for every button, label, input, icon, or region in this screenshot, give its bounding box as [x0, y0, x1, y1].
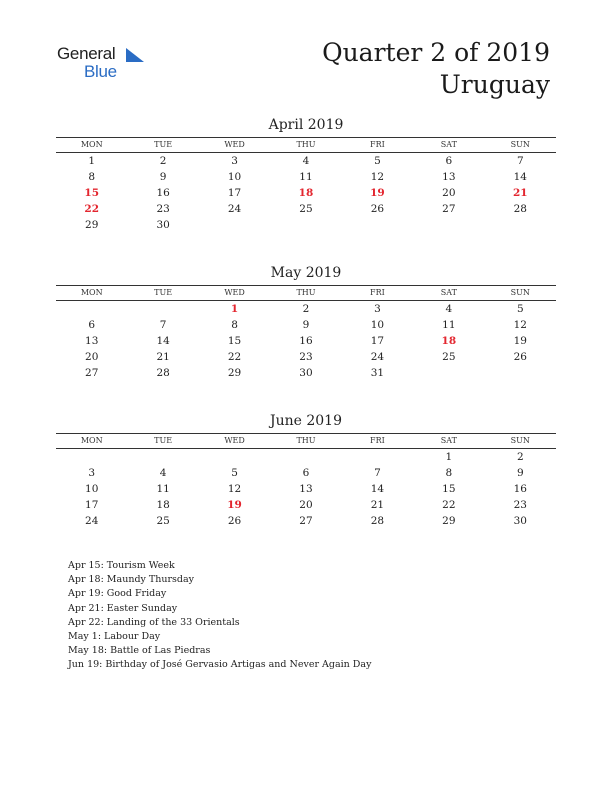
logo-triangle-icon [124, 46, 146, 64]
day-cell: 27 [85, 367, 99, 379]
weekday-label: FRI [370, 436, 385, 445]
empty-day-cell [342, 449, 413, 465]
day-cell: 3 [374, 303, 381, 315]
weekday-label: WED [224, 436, 245, 445]
holiday-notes [68, 559, 371, 673]
day-cell: 2 [302, 303, 310, 315]
month-title: May 2019 [270, 265, 342, 281]
week-row [56, 301, 556, 317]
week-row [56, 497, 556, 513]
day-cell: 20 [442, 187, 456, 199]
week-row [56, 217, 556, 233]
day-cell: 16 [513, 483, 527, 495]
day-cell: 4 [302, 155, 310, 167]
day-cell: 29 [442, 515, 456, 527]
day-cell: 13 [442, 171, 456, 183]
weekday-label: SAT [440, 436, 457, 445]
day-cell: 5 [516, 303, 524, 315]
month-weeks [56, 449, 556, 529]
day-cell: 13 [299, 483, 313, 495]
day-cell: 17 [370, 335, 385, 347]
day-cell: 16 [299, 335, 313, 347]
title-quarter: Quarter 2 of 2019 [322, 38, 550, 67]
day-cell: 25 [442, 351, 456, 363]
week-row [56, 449, 556, 465]
weekday-label: THU [296, 288, 316, 297]
day-cell: 12 [513, 319, 527, 331]
day-cell: 6 [445, 155, 453, 167]
day-cell: 22 [227, 351, 242, 363]
day-cell: 1 [230, 303, 239, 315]
day-cell: 24 [227, 203, 242, 215]
day-cell: 23 [299, 351, 313, 363]
empty-day-cell [270, 217, 341, 233]
day-cell: 29 [227, 367, 242, 379]
weekday-label: TUE [154, 288, 173, 297]
week-row [56, 185, 556, 201]
day-cell: 5 [374, 155, 381, 167]
day-cell: 28 [156, 367, 170, 379]
day-cell: 9 [159, 171, 167, 183]
day-cell: 15 [84, 187, 100, 199]
day-cell: 16 [156, 187, 170, 199]
weekday-label: TUE [154, 140, 173, 149]
day-cell: 11 [442, 319, 456, 331]
holiday-note: Apr 15: Tourism Week [68, 560, 175, 571]
month-title: April 2019 [268, 117, 344, 133]
day-cell: 8 [88, 171, 96, 183]
day-cell: 22 [84, 203, 100, 215]
day-cell: 10 [370, 319, 385, 331]
week-row [56, 333, 556, 349]
day-cell: 26 [370, 203, 385, 215]
day-cell: 19 [370, 187, 385, 199]
day-cell: 5 [231, 467, 238, 479]
holiday-note: May 1: Labour Day [68, 631, 161, 643]
week-row [56, 153, 556, 169]
empty-day-cell [342, 217, 413, 233]
day-cell: 25 [156, 515, 170, 527]
holiday-note: Apr 18: Maundy Thursday [68, 574, 195, 586]
weekday-label: TUE [154, 436, 173, 445]
day-cell: 3 [88, 467, 96, 479]
week-row [56, 365, 556, 381]
day-cell: 8 [445, 467, 453, 479]
month-may [56, 265, 556, 381]
day-cell: 11 [299, 171, 313, 183]
week-row [56, 201, 556, 217]
day-cell: 3 [231, 155, 238, 167]
day-cell: 20 [85, 351, 99, 363]
day-cell: 2 [159, 155, 167, 167]
weekday-label: SAT [440, 140, 457, 149]
day-cell: 18 [156, 499, 170, 511]
day-cell: 30 [156, 219, 170, 231]
day-cell: 4 [445, 303, 453, 315]
day-cell: 30 [299, 367, 313, 379]
day-cell: 26 [513, 351, 527, 363]
day-cell: 28 [513, 203, 527, 215]
day-cell: 6 [302, 467, 310, 479]
weekday-label: SUN [510, 436, 530, 445]
day-cell: 23 [513, 499, 527, 511]
generalblue-logo [57, 44, 157, 84]
day-cell: 13 [85, 335, 99, 347]
day-cell: 21 [512, 187, 528, 199]
day-cell: 19 [513, 335, 527, 347]
day-cell: 21 [156, 351, 170, 363]
empty-day-cell [413, 217, 484, 233]
day-cell: 23 [156, 203, 170, 215]
day-cell: 9 [516, 467, 524, 479]
day-cell: 7 [159, 319, 167, 331]
empty-day-cell [199, 217, 270, 233]
day-cell: 26 [227, 515, 242, 527]
weekday-label: MON [80, 140, 103, 149]
day-cell: 1 [88, 155, 96, 167]
weekday-label: FRI [370, 288, 385, 297]
day-cell: 17 [227, 187, 242, 199]
day-cell: 14 [370, 483, 385, 495]
weekday-label: MON [80, 288, 103, 297]
week-row [56, 465, 556, 481]
day-cell: 18 [298, 187, 314, 199]
week-row [56, 513, 556, 529]
empty-day-cell [413, 365, 484, 381]
logo-word-general: General [57, 44, 116, 63]
day-cell: 15 [227, 335, 242, 347]
month-april [56, 117, 556, 233]
empty-day-cell [127, 449, 198, 465]
day-cell: 8 [231, 319, 238, 331]
page-title [322, 37, 550, 101]
weekday-label: SUN [510, 140, 530, 149]
weekday-label: WED [224, 140, 245, 149]
weekday-header [56, 433, 556, 449]
day-cell: 7 [516, 155, 524, 167]
day-cell: 18 [441, 335, 457, 347]
day-cell: 2 [516, 451, 524, 463]
holiday-note: Apr 22: Landing of the 33 Orientals [68, 616, 240, 628]
month-june [56, 413, 556, 529]
weekday-label: FRI [370, 140, 385, 149]
empty-day-cell [56, 301, 127, 317]
day-cell: 29 [85, 219, 99, 231]
day-cell: 14 [156, 335, 170, 347]
month-weeks [56, 301, 556, 381]
weekday-label: WED [224, 288, 245, 297]
holiday-note: Apr 19: Good Friday [68, 588, 167, 600]
day-cell: 30 [513, 515, 527, 527]
weekday-header [56, 285, 556, 301]
day-cell: 17 [85, 499, 99, 511]
month-weeks [56, 153, 556, 233]
weekday-label: THU [296, 436, 316, 445]
empty-day-cell [270, 449, 341, 465]
day-cell: 10 [227, 171, 242, 183]
week-row [56, 349, 556, 365]
day-cell: 12 [370, 171, 385, 183]
empty-day-cell [485, 217, 556, 233]
day-cell: 10 [85, 483, 99, 495]
week-row [56, 481, 556, 497]
weekday-label: SAT [440, 288, 457, 297]
day-cell: 6 [88, 319, 96, 331]
day-cell: 12 [227, 483, 242, 495]
logo-word-blue: Blue [84, 62, 117, 81]
day-cell: 25 [299, 203, 313, 215]
holiday-note: Apr 21: Easter Sunday [68, 602, 178, 614]
day-cell: 20 [299, 499, 313, 511]
weekday-header [56, 137, 556, 153]
empty-day-cell [199, 449, 270, 465]
week-row [56, 169, 556, 185]
empty-day-cell [56, 449, 127, 465]
weekday-label: THU [296, 140, 316, 149]
day-cell: 4 [159, 467, 167, 479]
day-cell: 11 [156, 483, 170, 495]
day-cell: 27 [299, 515, 313, 527]
day-cell: 7 [374, 467, 381, 479]
week-row [56, 317, 556, 333]
day-cell: 15 [442, 483, 456, 495]
day-cell: 28 [370, 515, 385, 527]
day-cell: 31 [370, 367, 385, 379]
day-cell: 24 [85, 515, 99, 527]
empty-day-cell [127, 301, 198, 317]
holiday-note: Jun 19: Birthday of José Gervasio Artigas and Never Again Day [68, 659, 372, 671]
day-cell: 9 [302, 319, 310, 331]
day-cell: 1 [445, 451, 453, 463]
day-cell: 22 [442, 499, 456, 511]
day-cell: 27 [442, 203, 456, 215]
month-title: June 2019 [269, 413, 342, 429]
day-cell: 21 [370, 499, 385, 511]
day-cell: 19 [227, 499, 242, 511]
holiday-note: May 18: Battle of Las Piedras [68, 645, 211, 657]
weekday-label: MON [80, 436, 103, 445]
empty-day-cell [485, 365, 556, 381]
title-country: Uruguay [439, 70, 550, 99]
day-cell: 24 [370, 351, 385, 363]
weekday-label: SUN [510, 288, 530, 297]
day-cell: 14 [513, 171, 527, 183]
